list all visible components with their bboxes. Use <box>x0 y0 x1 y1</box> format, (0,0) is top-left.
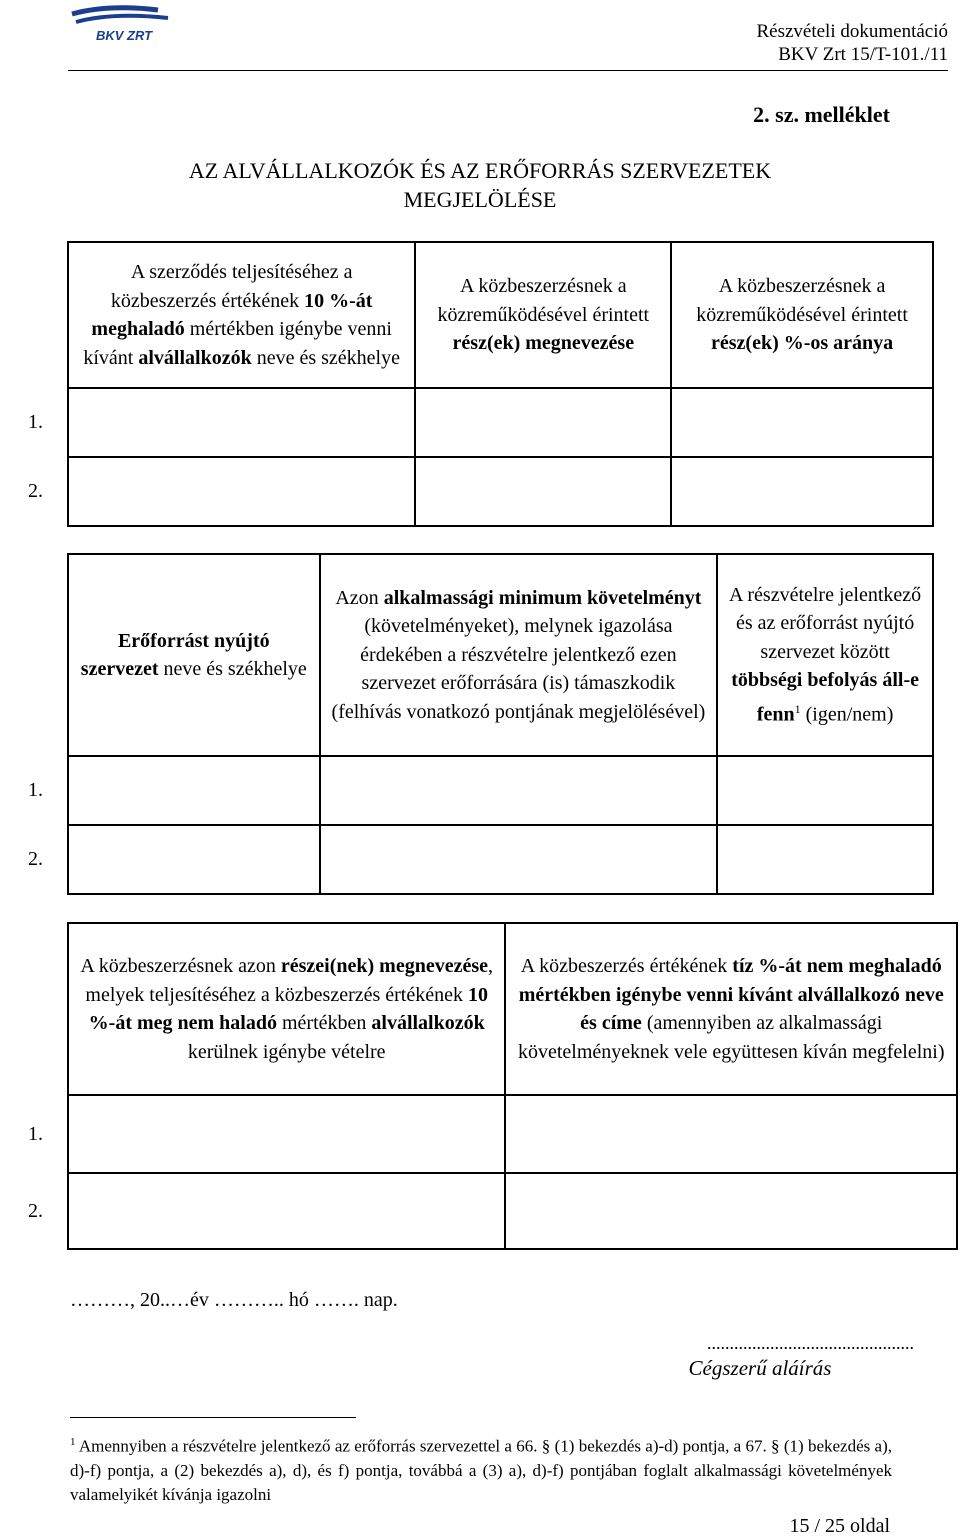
signature-label: Cégszerű aláírás <box>688 1356 832 1380</box>
bold-text: 10 %-át meg nem haladó <box>88 983 488 1034</box>
minor-col-subcontractor <box>505 923 957 1095</box>
header-info <box>756 20 948 66</box>
subcontractor-col-percent <box>671 242 933 388</box>
page-number: 15 / 25 oldal <box>789 1515 890 1537</box>
footnote-text: Amennyiben a részvételre jelentkező az erőforrás szervezettel a 66. § (1) bekezdés a)-d) pontja, a 67. § (1) bekezdés a), d)-f) pontja, a (2) bekezdés a), d), és f) pontja, továbbá a (3) a), d)-f) pontjában foglalt alkalmassági követelmények valamelyikét kívánja igazolni <box>70 1436 892 1504</box>
resource-org-table <box>0 553 934 895</box>
footnote-ref: 1 <box>794 701 801 716</box>
bold-text: tíz %-át nem meghaladó mértékben igénybe venni kívánt alvállalkozó neve és címe <box>518 955 944 1034</box>
bold-text: alkalmassági minimum követelményt <box>383 586 702 609</box>
minor-col-parts <box>68 923 506 1095</box>
subcontractor-table <box>0 241 934 527</box>
bkv-logo <box>68 2 178 46</box>
row-number: 1. <box>28 779 43 802</box>
row-number: 2. <box>28 848 43 871</box>
bold-text: részei(nek) megnevezése <box>280 955 488 977</box>
logo-text: BKV ZRT <box>96 28 153 43</box>
bold-text: rész(ek) %-os aránya <box>711 332 894 355</box>
table-cell <box>320 756 718 825</box>
page-title <box>60 156 900 214</box>
text-run: , melyek teljesítéséhez a közbeszerzés értékének <box>85 955 493 1006</box>
annex-label: 2. sz. melléklet <box>753 102 890 127</box>
table-cell <box>671 388 933 457</box>
table-cell <box>505 1173 957 1249</box>
table-cell <box>320 825 718 894</box>
table-cell <box>68 388 415 457</box>
bold-text: Erőforrást nyújtó szervezet <box>80 629 270 680</box>
header-rule <box>68 70 948 71</box>
header-doc-title: Részvételi dokumentáció <box>756 21 948 42</box>
text-run: (követelményeket), melynek igazolása érdekében a részvételre jelentkező ezen szervezet erőforrására (is) támaszkodik (felhívás vonatkozó pontjának megjelölésével) <box>331 615 706 723</box>
bold-text: alvállalkozók <box>371 1012 485 1034</box>
bold-text: 10 %-át meghaladó <box>91 289 373 340</box>
table-cell <box>717 825 933 894</box>
text-run: közbeszerzés értékének <box>110 289 305 312</box>
footnote-marker: 1 <box>70 1436 76 1448</box>
text-run: A részvételre jelentkező és az erőforrást nyújtó szervezet között <box>729 583 922 663</box>
text-run: A közbeszerzésnek a közreműködésével érintett <box>437 275 650 326</box>
table-cell <box>415 388 671 457</box>
text-run: Azon <box>335 586 384 609</box>
text-run: kerülnek igénybe vételre <box>187 1040 386 1063</box>
text-run: A közbeszerzésnek a közreműködésével érintett <box>696 275 908 326</box>
table-cell <box>68 825 320 894</box>
footnote-rule <box>70 1417 356 1418</box>
signature-line: .............................................. <box>707 1333 914 1353</box>
minor-subcontractor-table <box>0 922 958 1250</box>
resource-col-requirement <box>320 554 718 756</box>
subcontractor-col-part <box>415 242 671 388</box>
footnote <box>70 1430 892 1507</box>
table-cell <box>717 756 933 825</box>
subcontractor-col-name <box>68 242 415 388</box>
row-number: 2. <box>28 480 43 503</box>
bold-text: alvállalkozók <box>138 346 252 369</box>
row-number: 1. <box>28 1122 43 1145</box>
page-title-line1: AZ ALVÁLLALKOZÓK ÉS AZ ERŐFORRÁS SZERVEZETEK <box>188 158 772 183</box>
header-doc-ref: BKV Zrt 15/T-101./11 <box>778 44 948 65</box>
bold-text: rész(ek) megnevezése <box>452 332 635 355</box>
bold-text: többségi befolyás áll-e fenn <box>731 669 919 726</box>
resource-col-majority <box>717 554 933 756</box>
table-cell <box>68 1173 506 1249</box>
text-run: neve és székhelye <box>158 658 307 680</box>
text-run: (amennyiben az alkalmassági követelményeknek vele együttesen kíván megfelelni) <box>517 1012 945 1063</box>
table-cell <box>68 756 320 825</box>
text-run: A közbeszerzés értékének <box>520 955 733 977</box>
text-run: mértékben <box>276 1012 372 1034</box>
page-title-line2: MEGJELÖLÉSE <box>403 187 557 212</box>
resource-col-majority-tail: (igen/nem) <box>800 703 894 726</box>
text-run: A közbeszerzésnek azon <box>80 955 281 977</box>
table-cell <box>68 457 415 526</box>
row-number: 2. <box>28 1199 43 1222</box>
table-cell <box>68 1095 506 1173</box>
text-run: neve és székhelye <box>251 346 400 369</box>
text-run: A szerződés teljesítéséhez a <box>130 261 353 283</box>
table-cell <box>415 457 671 526</box>
date-line: ………, 20..…év ……….. hó ……. nap. <box>70 1289 398 1311</box>
resource-col-name <box>68 554 320 756</box>
table-cell <box>505 1095 957 1173</box>
table-cell <box>671 457 933 526</box>
row-number: 1. <box>28 411 43 434</box>
text-run: mértékben igénybe venni kívánt <box>83 318 392 369</box>
